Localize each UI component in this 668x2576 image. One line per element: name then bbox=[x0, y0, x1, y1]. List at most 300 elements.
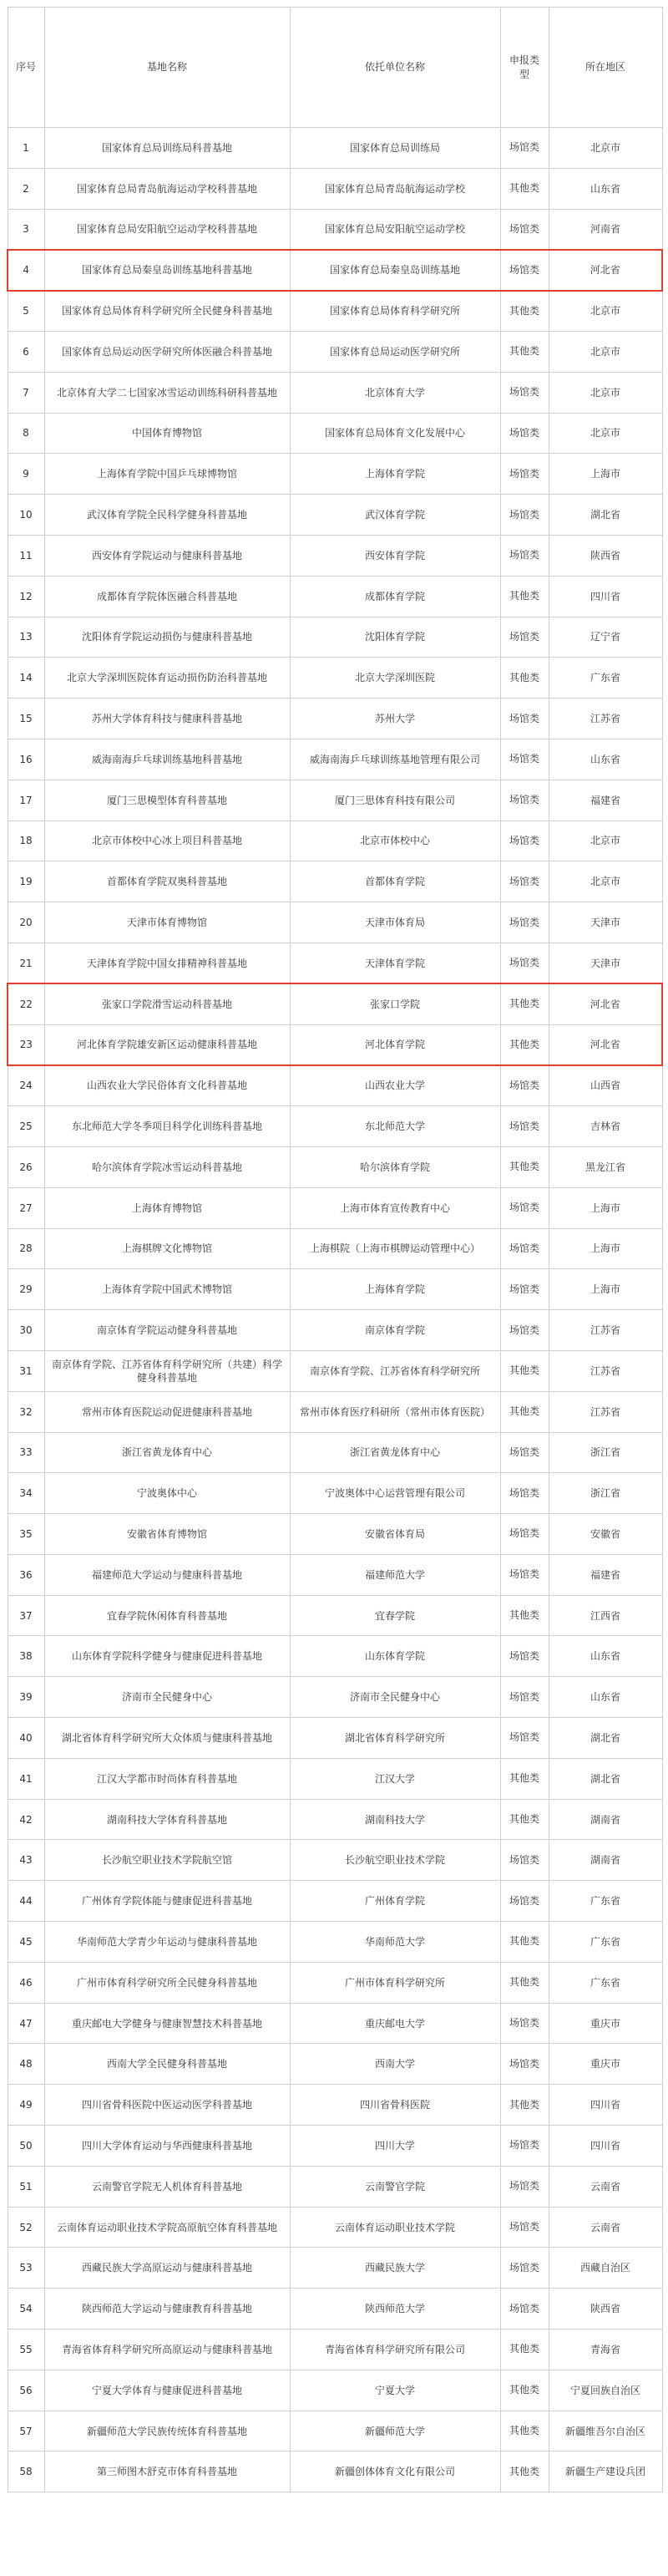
cell-base-name: 济南市全民健身中心 bbox=[44, 1677, 290, 1718]
table-header-row bbox=[8, 8, 662, 128]
cell-type: 场馆类 bbox=[500, 902, 549, 943]
cell-type: 场馆类 bbox=[500, 1432, 549, 1473]
cell-region: 重庆市 bbox=[549, 2044, 662, 2085]
cell-type: 其他类 bbox=[500, 331, 549, 372]
cell-region: 西藏自治区 bbox=[549, 2248, 662, 2289]
cell-type: 其他类 bbox=[500, 1962, 549, 2003]
table-row bbox=[8, 617, 662, 658]
cell-unit-name: 沈阳体育学院 bbox=[290, 617, 500, 658]
cell-no: 23 bbox=[8, 1024, 44, 1065]
cell-region: 江苏省 bbox=[549, 699, 662, 739]
cell-no: 38 bbox=[8, 1636, 44, 1677]
cell-no: 47 bbox=[8, 2003, 44, 2044]
cell-type: 其他类 bbox=[500, 2085, 549, 2126]
table-row bbox=[8, 658, 662, 699]
cell-no: 26 bbox=[8, 1146, 44, 1187]
cell-base-name: 云南体育运动职业技术学院高原航空体育科普基地 bbox=[44, 2207, 290, 2248]
cell-region: 北京市 bbox=[549, 331, 662, 372]
cell-no: 37 bbox=[8, 1595, 44, 1636]
cell-type: 场馆类 bbox=[500, 2289, 549, 2330]
cell-base-name: 宜春学院休闲体育科普基地 bbox=[44, 1595, 290, 1636]
cell-no: 33 bbox=[8, 1432, 44, 1473]
cell-type: 场馆类 bbox=[500, 1187, 549, 1228]
cell-unit-name: 福建师范大学 bbox=[290, 1554, 500, 1595]
cell-unit-name: 云南体育运动职业技术学院 bbox=[290, 2207, 500, 2248]
cell-base-name: 云南警官学院无人机体育科普基地 bbox=[44, 2166, 290, 2207]
cell-unit-name: 新疆创体体育文化有限公司 bbox=[290, 2452, 500, 2492]
cell-unit-name: 上海体育学院 bbox=[290, 454, 500, 495]
table-row bbox=[8, 1065, 662, 1106]
cell-base-name: 西安体育学院运动与健康科普基地 bbox=[44, 535, 290, 576]
cell-base-name: 上海体育学院中国乒乓球博物馆 bbox=[44, 454, 290, 495]
table-row bbox=[8, 1799, 662, 1840]
cell-region: 安徽省 bbox=[549, 1514, 662, 1555]
cell-unit-name: 北京体育大学 bbox=[290, 372, 500, 413]
cell-no: 35 bbox=[8, 1514, 44, 1555]
table-row bbox=[8, 1146, 662, 1187]
cell-region: 上海市 bbox=[549, 1187, 662, 1228]
header-name: 基地名称 bbox=[44, 8, 290, 128]
table-row-highlighted bbox=[8, 983, 662, 1024]
cell-base-name: 国家体育总局秦皇岛训练基地科普基地 bbox=[44, 250, 290, 291]
header-unit: 依托单位名称 bbox=[290, 8, 500, 128]
cell-no: 14 bbox=[8, 658, 44, 699]
cell-no: 8 bbox=[8, 413, 44, 454]
cell-unit-name: 首都体育学院 bbox=[290, 861, 500, 902]
cell-type: 其他类 bbox=[500, 576, 549, 617]
table-row bbox=[8, 2411, 662, 2452]
cell-no: 27 bbox=[8, 1187, 44, 1228]
cell-type: 场馆类 bbox=[500, 2207, 549, 2248]
cell-region: 湖南省 bbox=[549, 1840, 662, 1881]
cell-unit-name: 国家体育总局青岛航海运动学校 bbox=[290, 168, 500, 209]
cell-region: 新疆维吾尔自治区 bbox=[549, 2411, 662, 2452]
cell-base-name: 江汉大学都市时尚体育科普基地 bbox=[44, 1758, 290, 1799]
cell-type: 场馆类 bbox=[500, 861, 549, 902]
cell-type: 其他类 bbox=[500, 1391, 549, 1432]
table-row bbox=[8, 1554, 662, 1595]
cell-type: 其他类 bbox=[500, 1799, 549, 1840]
cell-no: 30 bbox=[8, 1310, 44, 1351]
cell-region: 北京市 bbox=[549, 413, 662, 454]
cell-no: 50 bbox=[8, 2126, 44, 2167]
cell-base-name: 首都体育学院双奥科普基地 bbox=[44, 861, 290, 902]
table-row-highlighted bbox=[8, 250, 662, 291]
table-row bbox=[8, 1350, 662, 1391]
cell-type: 场馆类 bbox=[500, 699, 549, 739]
table-row bbox=[8, 576, 662, 617]
cell-region: 江苏省 bbox=[549, 1350, 662, 1391]
cell-region: 陕西省 bbox=[549, 535, 662, 576]
cell-type: 其他类 bbox=[500, 2370, 549, 2411]
cell-unit-name: 威海南海乒乓球训练基地管理有限公司 bbox=[290, 739, 500, 780]
cell-region: 江苏省 bbox=[549, 1391, 662, 1432]
cell-type: 场馆类 bbox=[500, 617, 549, 658]
cell-unit-name: 江汉大学 bbox=[290, 1758, 500, 1799]
cell-region: 黑龙江省 bbox=[549, 1146, 662, 1187]
cell-base-name: 国家体育总局体育科学研究所全民健身科普基地 bbox=[44, 291, 290, 332]
cell-unit-name: 湖北省体育科学研究所 bbox=[290, 1718, 500, 1759]
cell-no: 31 bbox=[8, 1350, 44, 1391]
cell-unit-name: 上海体育学院 bbox=[290, 1269, 500, 1310]
cell-no: 21 bbox=[8, 943, 44, 983]
cell-type: 其他类 bbox=[500, 168, 549, 209]
table-row bbox=[8, 291, 662, 332]
table-row bbox=[8, 2044, 662, 2085]
cell-base-name: 北京大学深圳医院体育运动损伤防治科普基地 bbox=[44, 658, 290, 699]
cell-no: 39 bbox=[8, 1677, 44, 1718]
cell-type: 场馆类 bbox=[500, 1269, 549, 1310]
cell-type: 场馆类 bbox=[500, 739, 549, 780]
cell-unit-name: 长沙航空职业技术学院 bbox=[290, 1840, 500, 1881]
cell-region: 湖北省 bbox=[549, 495, 662, 536]
cell-region: 广东省 bbox=[549, 1922, 662, 1963]
cell-no: 42 bbox=[8, 1799, 44, 1840]
cell-region: 湖北省 bbox=[549, 1718, 662, 1759]
cell-base-name: 长沙航空职业技术学院航空馆 bbox=[44, 1840, 290, 1881]
cell-base-name: 西藏民族大学高原运动与健康科普基地 bbox=[44, 2248, 290, 2289]
cell-region: 北京市 bbox=[549, 821, 662, 861]
cell-unit-name: 成都体育学院 bbox=[290, 576, 500, 617]
cell-region: 北京市 bbox=[549, 291, 662, 332]
cell-no: 55 bbox=[8, 2330, 44, 2370]
cell-no: 5 bbox=[8, 291, 44, 332]
cell-base-name: 天津市体育博物馆 bbox=[44, 902, 290, 943]
cell-base-name: 南京体育学院、江苏省体育科学研究所（共建）科学健身科普基地 bbox=[44, 1350, 290, 1391]
cell-unit-name: 山西农业大学 bbox=[290, 1065, 500, 1106]
cell-base-name: 西南大学全民健身科普基地 bbox=[44, 2044, 290, 2085]
cell-unit-name: 四川大学 bbox=[290, 2126, 500, 2167]
cell-no: 49 bbox=[8, 2085, 44, 2126]
table-row bbox=[8, 2289, 662, 2330]
cell-unit-name: 国家体育总局运动医学研究所 bbox=[290, 331, 500, 372]
table-row bbox=[8, 128, 662, 169]
cell-unit-name: 西南大学 bbox=[290, 2044, 500, 2085]
cell-no: 40 bbox=[8, 1718, 44, 1759]
cell-region: 四川省 bbox=[549, 576, 662, 617]
cell-region: 福建省 bbox=[549, 780, 662, 821]
cell-region: 山东省 bbox=[549, 1677, 662, 1718]
header-type: 申报类型 bbox=[500, 8, 549, 128]
cell-region: 河南省 bbox=[549, 209, 662, 250]
table-row bbox=[8, 780, 662, 821]
cell-no: 52 bbox=[8, 2207, 44, 2248]
cell-unit-name: 陕西师范大学 bbox=[290, 2289, 500, 2330]
cell-type: 其他类 bbox=[500, 1758, 549, 1799]
cell-base-name: 安徽省体育博物馆 bbox=[44, 1514, 290, 1555]
cell-type: 其他类 bbox=[500, 1146, 549, 1187]
cell-unit-name: 哈尔滨体育学院 bbox=[290, 1146, 500, 1187]
header-no: 序号 bbox=[8, 8, 44, 128]
cell-type: 场馆类 bbox=[500, 821, 549, 861]
table-row bbox=[8, 1922, 662, 1963]
cell-base-name: 新疆师范大学民族传统体育科普基地 bbox=[44, 2411, 290, 2452]
cell-type: 场馆类 bbox=[500, 1636, 549, 1677]
cell-base-name: 山东体育学院科学健身与健康促进科普基地 bbox=[44, 1636, 290, 1677]
cell-region: 天津市 bbox=[549, 943, 662, 983]
cell-base-name: 河北体育学院雄安新区运动健康科普基地 bbox=[44, 1024, 290, 1065]
cell-unit-name: 四川省骨科医院 bbox=[290, 2085, 500, 2126]
cell-no: 2 bbox=[8, 168, 44, 209]
cell-type: 场馆类 bbox=[500, 454, 549, 495]
cell-unit-name: 国家体育总局体育科学研究所 bbox=[290, 291, 500, 332]
cell-unit-name: 云南警官学院 bbox=[290, 2166, 500, 2207]
cell-no: 54 bbox=[8, 2289, 44, 2330]
cell-type: 其他类 bbox=[500, 2411, 549, 2452]
cell-base-name: 上海体育博物馆 bbox=[44, 1187, 290, 1228]
cell-region: 上海市 bbox=[549, 1228, 662, 1269]
table-row bbox=[8, 1432, 662, 1473]
cell-type: 其他类 bbox=[500, 291, 549, 332]
table-row bbox=[8, 1881, 662, 1922]
cell-base-name: 威海南海乒乓球训练基地科普基地 bbox=[44, 739, 290, 780]
cell-base-name: 上海棋牌文化博物馆 bbox=[44, 1228, 290, 1269]
cell-region: 河北省 bbox=[549, 983, 662, 1024]
cell-no: 9 bbox=[8, 454, 44, 495]
cell-unit-name: 国家体育总局体育文化发展中心 bbox=[290, 413, 500, 454]
cell-region: 山东省 bbox=[549, 739, 662, 780]
cell-base-name: 国家体育总局训练局科普基地 bbox=[44, 128, 290, 169]
table-row bbox=[8, 1473, 662, 1514]
cell-unit-name: 南京体育学院 bbox=[290, 1310, 500, 1351]
table-row bbox=[8, 1636, 662, 1677]
table-row bbox=[8, 413, 662, 454]
cell-unit-name: 厦门三思体育科技有限公司 bbox=[290, 780, 500, 821]
cell-unit-name: 国家体育总局训练局 bbox=[290, 128, 500, 169]
cell-base-name: 沈阳体育学院运动损伤与健康科普基地 bbox=[44, 617, 290, 658]
table-row bbox=[8, 861, 662, 902]
cell-no: 18 bbox=[8, 821, 44, 861]
cell-region: 北京市 bbox=[549, 861, 662, 902]
cell-region: 北京市 bbox=[549, 372, 662, 413]
cell-unit-name: 新疆师范大学 bbox=[290, 2411, 500, 2452]
table-row bbox=[8, 1228, 662, 1269]
cell-type: 场馆类 bbox=[500, 1677, 549, 1718]
cell-base-name: 国家体育总局运动医学研究所体医融合科普基地 bbox=[44, 331, 290, 372]
cell-type: 其他类 bbox=[500, 658, 549, 699]
science-base-table bbox=[7, 7, 663, 2492]
table-row bbox=[8, 168, 662, 209]
cell-region: 四川省 bbox=[549, 2126, 662, 2167]
cell-region: 上海市 bbox=[549, 454, 662, 495]
cell-base-name: 湖南科技大学体育科普基地 bbox=[44, 1799, 290, 1840]
cell-unit-name: 广州体育学院 bbox=[290, 1881, 500, 1922]
cell-no: 3 bbox=[8, 209, 44, 250]
cell-base-name: 宁夏大学体育与健康促进科普基地 bbox=[44, 2370, 290, 2411]
table-row bbox=[8, 902, 662, 943]
cell-base-name: 宁波奥体中心 bbox=[44, 1473, 290, 1514]
cell-unit-name: 西安体育学院 bbox=[290, 535, 500, 576]
cell-region: 河北省 bbox=[549, 250, 662, 291]
cell-region: 湖南省 bbox=[549, 1799, 662, 1840]
cell-type: 其他类 bbox=[500, 2452, 549, 2492]
cell-region: 重庆市 bbox=[549, 2003, 662, 2044]
table-row bbox=[8, 2126, 662, 2167]
cell-no: 17 bbox=[8, 780, 44, 821]
cell-no: 58 bbox=[8, 2452, 44, 2492]
table-row bbox=[8, 2166, 662, 2207]
table-body bbox=[8, 128, 662, 2492]
cell-no: 22 bbox=[8, 983, 44, 1024]
cell-unit-name: 东北师范大学 bbox=[290, 1106, 500, 1147]
header-region: 所在地区 bbox=[549, 8, 662, 128]
cell-no: 11 bbox=[8, 535, 44, 576]
cell-region: 江苏省 bbox=[549, 1310, 662, 1351]
cell-base-name: 东北师范大学冬季项目科学化训练科普基地 bbox=[44, 1106, 290, 1147]
table-row bbox=[8, 1187, 662, 1228]
cell-unit-name: 湖南科技大学 bbox=[290, 1799, 500, 1840]
cell-type: 场馆类 bbox=[500, 1554, 549, 1595]
cell-region: 浙江省 bbox=[549, 1432, 662, 1473]
cell-region: 山西省 bbox=[549, 1065, 662, 1106]
table-row bbox=[8, 454, 662, 495]
cell-base-name: 常州市体育医院运动促进健康科普基地 bbox=[44, 1391, 290, 1432]
cell-type: 场馆类 bbox=[500, 535, 549, 576]
cell-region: 新疆生产建设兵团 bbox=[549, 2452, 662, 2492]
cell-unit-name: 上海市体育宣传教育中心 bbox=[290, 1187, 500, 1228]
cell-unit-name: 宁波奥体中心运营管理有限公司 bbox=[290, 1473, 500, 1514]
table-row bbox=[8, 699, 662, 739]
table-row bbox=[8, 739, 662, 780]
cell-type: 场馆类 bbox=[500, 2166, 549, 2207]
cell-region: 山东省 bbox=[549, 1636, 662, 1677]
cell-region: 吉林省 bbox=[549, 1106, 662, 1147]
cell-unit-name: 常州市体育医疗科研所（常州市体育医院） bbox=[290, 1391, 500, 1432]
cell-no: 32 bbox=[8, 1391, 44, 1432]
cell-no: 12 bbox=[8, 576, 44, 617]
cell-type: 场馆类 bbox=[500, 1514, 549, 1555]
cell-no: 53 bbox=[8, 2248, 44, 2289]
cell-type: 场馆类 bbox=[500, 1310, 549, 1351]
cell-type: 场馆类 bbox=[500, 1473, 549, 1514]
table-row bbox=[8, 1310, 662, 1351]
cell-type: 其他类 bbox=[500, 1595, 549, 1636]
cell-type: 场馆类 bbox=[500, 495, 549, 536]
table-row bbox=[8, 943, 662, 983]
table-row bbox=[8, 1840, 662, 1881]
cell-region: 湖北省 bbox=[549, 1758, 662, 1799]
table-row bbox=[8, 1269, 662, 1310]
cell-unit-name: 张家口学院 bbox=[290, 983, 500, 1024]
cell-no: 7 bbox=[8, 372, 44, 413]
table-row bbox=[8, 2003, 662, 2044]
cell-no: 20 bbox=[8, 902, 44, 943]
cell-base-name: 张家口学院滑雪运动科普基地 bbox=[44, 983, 290, 1024]
table-row bbox=[8, 1514, 662, 1555]
cell-unit-name: 华南师范大学 bbox=[290, 1922, 500, 1963]
cell-unit-name: 北京大学深圳医院 bbox=[290, 658, 500, 699]
cell-base-name: 国家体育总局安阳航空运动学校科普基地 bbox=[44, 209, 290, 250]
cell-base-name: 第三师图木舒克市体育科普基地 bbox=[44, 2452, 290, 2492]
cell-type: 场馆类 bbox=[500, 372, 549, 413]
cell-base-name: 青海省体育科学研究所高原运动与健康科普基地 bbox=[44, 2330, 290, 2370]
cell-unit-name: 苏州大学 bbox=[290, 699, 500, 739]
cell-unit-name: 浙江省黄龙体育中心 bbox=[290, 1432, 500, 1473]
cell-region: 广东省 bbox=[549, 1962, 662, 2003]
cell-no: 4 bbox=[8, 250, 44, 291]
cell-no: 51 bbox=[8, 2166, 44, 2207]
cell-base-name: 厦门三思模型体育科普基地 bbox=[44, 780, 290, 821]
cell-no: 56 bbox=[8, 2370, 44, 2411]
cell-type: 场馆类 bbox=[500, 943, 549, 983]
cell-base-name: 陕西师范大学运动与健康教育科普基地 bbox=[44, 2289, 290, 2330]
table-row bbox=[8, 331, 662, 372]
cell-base-name: 北京市体校中心冰上项目科普基地 bbox=[44, 821, 290, 861]
cell-region: 云南省 bbox=[549, 2207, 662, 2248]
table-row bbox=[8, 535, 662, 576]
table-row bbox=[8, 1595, 662, 1636]
cell-unit-name: 国家体育总局秦皇岛训练基地 bbox=[290, 250, 500, 291]
table-row bbox=[8, 2452, 662, 2492]
cell-base-name: 四川省骨科医院中医运动医学科普基地 bbox=[44, 2085, 290, 2126]
cell-type: 其他类 bbox=[500, 983, 549, 1024]
table-row bbox=[8, 1758, 662, 1799]
cell-region: 福建省 bbox=[549, 1554, 662, 1595]
cell-region: 天津市 bbox=[549, 902, 662, 943]
table-row bbox=[8, 1106, 662, 1147]
cell-unit-name: 安徽省体育局 bbox=[290, 1514, 500, 1555]
cell-no: 45 bbox=[8, 1922, 44, 1963]
cell-unit-name: 南京体育学院、江苏省体育科学研究所 bbox=[290, 1350, 500, 1391]
cell-no: 48 bbox=[8, 2044, 44, 2085]
cell-base-name: 苏州大学体育科技与健康科普基地 bbox=[44, 699, 290, 739]
table-row bbox=[8, 2330, 662, 2370]
cell-type: 场馆类 bbox=[500, 1106, 549, 1147]
cell-unit-name: 山东体育学院 bbox=[290, 1636, 500, 1677]
cell-type: 场馆类 bbox=[500, 2248, 549, 2289]
cell-type: 场馆类 bbox=[500, 128, 549, 169]
cell-base-name: 哈尔滨体育学院冰雪运动科普基地 bbox=[44, 1146, 290, 1187]
table-row bbox=[8, 2248, 662, 2289]
cell-base-name: 上海体育学院中国武术博物馆 bbox=[44, 1269, 290, 1310]
table-row-highlighted bbox=[8, 1024, 662, 1065]
cell-region: 北京市 bbox=[549, 128, 662, 169]
cell-unit-name: 广州市体育科学研究所 bbox=[290, 1962, 500, 2003]
table-row bbox=[8, 2085, 662, 2126]
cell-no: 15 bbox=[8, 699, 44, 739]
cell-no: 46 bbox=[8, 1962, 44, 2003]
cell-no: 6 bbox=[8, 331, 44, 372]
cell-no: 24 bbox=[8, 1065, 44, 1106]
cell-no: 43 bbox=[8, 1840, 44, 1881]
cell-unit-name: 西藏民族大学 bbox=[290, 2248, 500, 2289]
cell-base-name: 武汉体育学院全民科学健身科普基地 bbox=[44, 495, 290, 536]
cell-type: 场馆类 bbox=[500, 1718, 549, 1759]
cell-type: 场馆类 bbox=[500, 2044, 549, 2085]
cell-region: 广东省 bbox=[549, 1881, 662, 1922]
cell-base-name: 华南师范大学青少年运动与健康科普基地 bbox=[44, 1922, 290, 1963]
cell-base-name: 北京体育大学二七国家冰雪运动训练科研科普基地 bbox=[44, 372, 290, 413]
cell-type: 场馆类 bbox=[500, 1881, 549, 1922]
cell-type: 其他类 bbox=[500, 1350, 549, 1391]
cell-unit-name: 武汉体育学院 bbox=[290, 495, 500, 536]
cell-type: 场馆类 bbox=[500, 780, 549, 821]
cell-no: 13 bbox=[8, 617, 44, 658]
cell-no: 16 bbox=[8, 739, 44, 780]
cell-unit-name: 国家体育总局安阳航空运动学校 bbox=[290, 209, 500, 250]
cell-region: 陕西省 bbox=[549, 2289, 662, 2330]
cell-base-name: 广州市体育科学研究所全民健身科普基地 bbox=[44, 1962, 290, 2003]
cell-base-name: 成都体育学院体医融合科普基地 bbox=[44, 576, 290, 617]
table-row bbox=[8, 495, 662, 536]
cell-type: 其他类 bbox=[500, 1922, 549, 1963]
cell-unit-name: 济南市全民健身中心 bbox=[290, 1677, 500, 1718]
cell-type: 其他类 bbox=[500, 1024, 549, 1065]
cell-unit-name: 河北体育学院 bbox=[290, 1024, 500, 1065]
cell-base-name: 湖北省体育科学研究所大众体质与健康科普基地 bbox=[44, 1718, 290, 1759]
cell-base-name: 天津体育学院中国女排精神科普基地 bbox=[44, 943, 290, 983]
cell-base-name: 中国体育博物馆 bbox=[44, 413, 290, 454]
